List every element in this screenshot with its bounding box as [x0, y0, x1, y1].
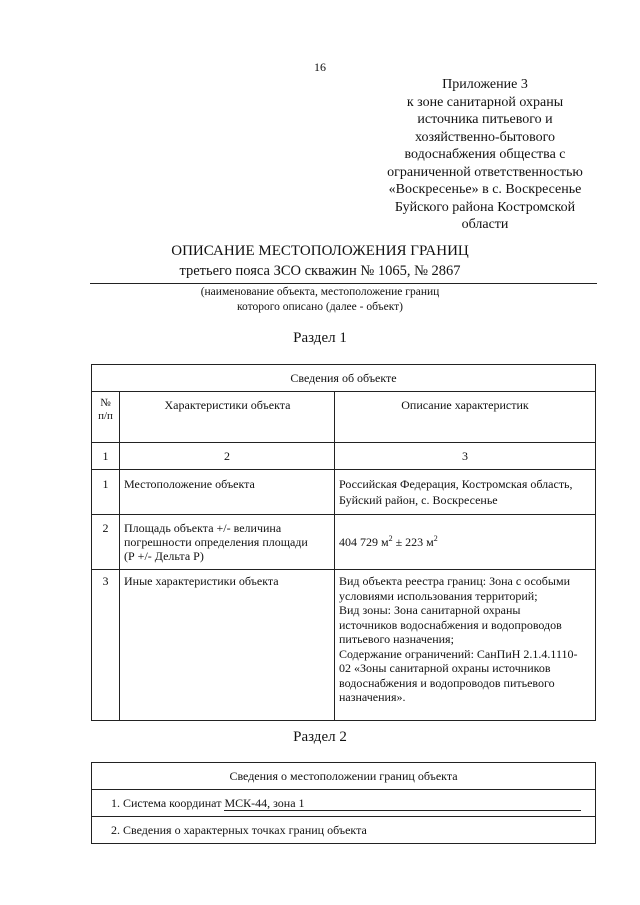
area-number: 404 729 м: [339, 535, 389, 549]
object-info-table: [91, 364, 596, 721]
row-characteristic: [120, 515, 335, 570]
col-num-header: [92, 392, 120, 443]
object-info-title: Сведения об объекте: [92, 365, 596, 392]
appendix-line: «Воскресенье» в с. Воскресенье: [388, 182, 582, 197]
characteristic-line: Площадь объекта +/- величина: [124, 521, 282, 535]
caption-line: которого описано (далее - объект): [236, 301, 404, 313]
characteristic-line: погрешности определения площади: [124, 535, 308, 549]
description-line: источников водоснабжения и водопроводов: [339, 617, 562, 632]
table-row: [92, 515, 596, 570]
characteristic-line: Иные характеристики объекта: [124, 574, 279, 588]
table-header-row: [92, 392, 596, 443]
description-line: питьевого назначения;: [339, 632, 454, 646]
col-num-line: п/п: [98, 410, 113, 422]
boundary-info-table: [91, 762, 596, 844]
coordinate-system-label: 1. Система координат: [111, 795, 225, 810]
column-number: 3: [335, 443, 596, 470]
coordinate-system-row: [92, 790, 596, 817]
description-line: водоснабжения и водопроводов питьевого: [339, 675, 555, 690]
appendix-line: Приложение 3: [442, 77, 528, 92]
coordinate-system-value: МСК-44, зона 1: [224, 797, 581, 811]
appendix-line: ограниченной ответственностью: [387, 164, 583, 180]
characteristic-line: Местоположение объекта: [124, 477, 255, 491]
column-number: 1: [92, 443, 120, 470]
description-line: Буйский район, с. Воскресенье: [339, 493, 498, 507]
table-row: [92, 470, 596, 515]
col-num-line: №: [100, 397, 111, 409]
title-caption: [0, 285, 640, 315]
description-line: Российская Федерация, Костромская область,: [339, 477, 573, 491]
characteristic-line: (Р +/- Дельта Р): [124, 549, 204, 563]
row-characteristic: [120, 570, 335, 721]
description-line: Содержание ограничений: СанПиН 2.1.4.1110-: [339, 646, 578, 661]
column-number: 2: [120, 443, 335, 470]
area-unit-sup: 2: [388, 534, 393, 543]
area-value: [335, 515, 596, 570]
document-subtitle: третьего пояса ЗСО скважин № 1065, № 2867: [179, 263, 461, 279]
appendix-line: Буйского района Костромской: [394, 199, 576, 215]
page-number: 16: [314, 60, 326, 74]
appendix-line: области: [461, 217, 509, 232]
appendix-line: водоснабжения общества с: [404, 147, 566, 162]
area-unit-sup: 2: [433, 534, 438, 543]
appendix-header: [365, 76, 605, 234]
document-title: ОПИСАНИЕ МЕСТОПОЛОЖЕНИЯ ГРАНИЦ: [171, 243, 469, 259]
description-line: условиями использования территорий;: [339, 588, 538, 603]
section2-heading: Раздел 2: [293, 729, 347, 745]
row-description: [335, 570, 596, 721]
column-number-row: [92, 443, 596, 470]
col-char-header: Характеристики объекта: [120, 392, 335, 443]
section1-heading: Раздел 1: [293, 330, 347, 346]
appendix-line: источника питьевого и: [417, 112, 553, 127]
row-number: 3: [92, 570, 120, 721]
description-line: 02 «Зоны санитарной охраны источников: [339, 661, 551, 675]
area-error: ± 223 м: [392, 535, 434, 549]
title-underline: [90, 283, 597, 284]
appendix-line: к зоне санитарной охраны: [406, 94, 564, 110]
caption-line: (наименование объекта, местоположение границ: [200, 286, 440, 298]
row-number: 2: [92, 515, 120, 570]
description-line: Вид объекта реестра границ: Зона с особыми: [339, 574, 570, 588]
boundary-points-row: 2. Сведения о характерных точках границ объекта: [92, 817, 596, 844]
description-line: назначения».: [339, 690, 406, 704]
table-row: [92, 570, 596, 721]
boundary-info-title: Сведения о местоположении границ объекта: [92, 763, 596, 790]
appendix-line: хозяйственно-бытового: [414, 129, 556, 145]
row-number: 1: [92, 470, 120, 515]
description-line: Вид зоны: Зона санитарной охраны: [339, 603, 521, 617]
row-characteristic: [120, 470, 335, 515]
row-description: [335, 470, 596, 515]
col-desc-header: Описание характеристик: [335, 392, 596, 443]
